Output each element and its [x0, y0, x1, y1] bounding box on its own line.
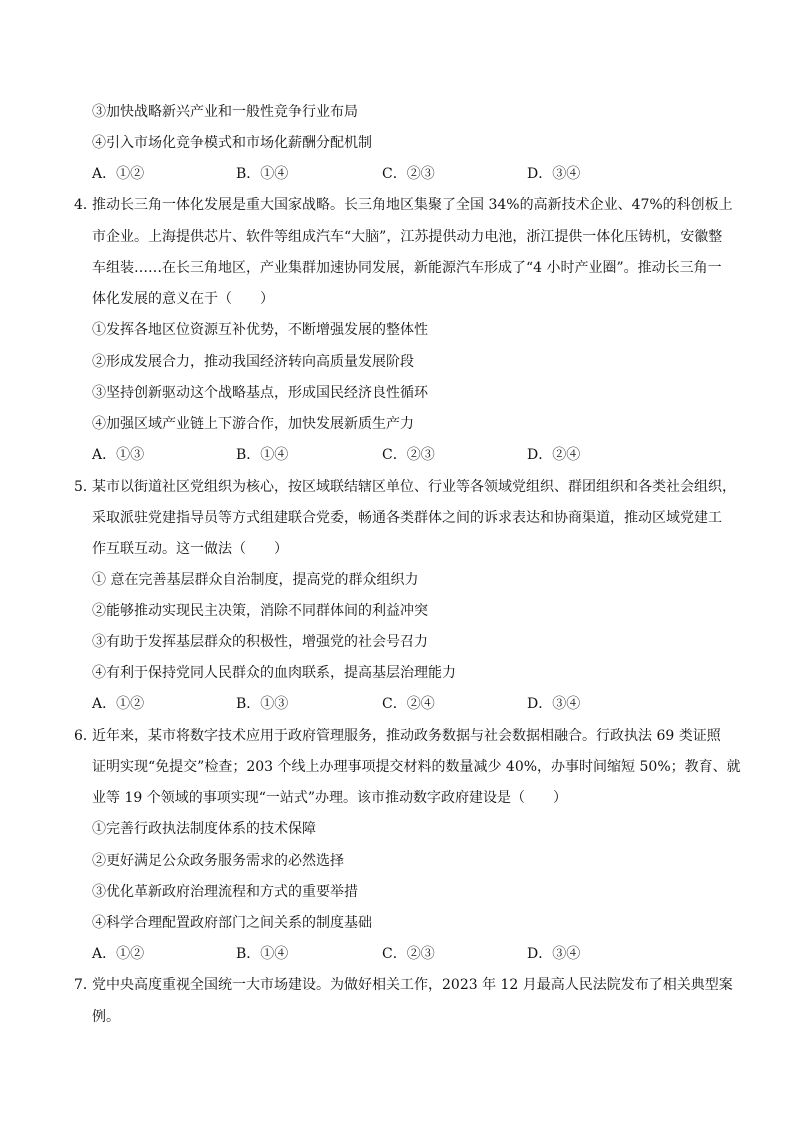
q3-item-4: ④引入市场化竞争模式和市场化薪酬分配机制: [92, 135, 372, 151]
q5-stem-line: 采取派驻党建指导员等方式组建联合党委，畅通各类群体之间的诉求表达和协商渠道，推动区域党建工: [92, 510, 722, 526]
q7-stem-line: 例。: [92, 1009, 120, 1025]
q4-item-4: ④加强区域产业链上下游合作，加快发展新质生产力: [92, 416, 414, 432]
q5-item-3: ③有助于发挥基层群众的积极性，增强党的社会号召力: [92, 634, 428, 650]
q4-option-c: C．②③: [382, 447, 435, 463]
q6-stem-line: 证明实现“免提交”检查；203 个线上办理事项提交材料的数量减少 40%，办事时间缩短 50%；教育、就: [92, 759, 741, 775]
q4-stem-line: 车组装……在长三角地区，产业集群加速协同发展，新能源汽车形成了“4 小时产业圈”。推动长三角一: [92, 260, 722, 276]
q5-item-4: ④有利于保持党同人民群众的血肉联系，提高基层治理能力: [92, 665, 456, 681]
q6-item-2: ②更好满足公众政务服务需求的必然选择: [92, 853, 344, 869]
q4-stem-line: 推动长三角一体化发展是重大国家战略。长三角地区集聚了全国 34%的高新技术企业、47%的科创板上: [92, 197, 733, 213]
q6-stem-line: 近年来，某市将数字技术应用于政府管理服务，推动政务数据与社会数据相融合。行政执法 69 类证照: [92, 728, 721, 744]
q4-number: 4．: [74, 197, 97, 213]
q3-item-3: ③加快战略新兴产业和一般性竞争行业布局: [92, 104, 358, 120]
q5-stem-line: 作互联互动。这一做法（ ）: [92, 541, 288, 557]
q4-item-2: ②形成发展合力，推动我国经济转向高质量发展阶段: [92, 354, 414, 370]
q6-item-3: ③优化革新政府治理流程和方式的重要举措: [92, 884, 358, 900]
q4-option-a: A．①③: [92, 447, 145, 463]
q6-item-4: ④科学合理配置政府部门之间关系的制度基础: [92, 915, 372, 931]
q6-option-d: D．③④: [527, 946, 581, 962]
q5-item-1: ① 意在完善基层群众自治制度，提高党的群众组织力: [92, 572, 419, 588]
q5-stem-line: 某市以街道社区党组织为核心，按区域联结辖区单位、行业等各领域党组织、群团组织和各类社会组织，: [92, 479, 736, 495]
q5-item-2: ②能够推动实现民主决策，消除不同群体间的利益冲突: [92, 603, 428, 619]
q6-option-b: B．①④: [236, 946, 289, 962]
q4-stem-line: 体化发展的意义在于（ ）: [92, 291, 274, 307]
q4-option-d: D．②④: [527, 447, 581, 463]
q4-option-b: B．①④: [236, 447, 289, 463]
q5-option-a: A．①②: [92, 696, 145, 712]
q7-number: 7．: [74, 977, 97, 993]
q6-option-c: C．②③: [382, 946, 435, 962]
q3-option-b: B．①④: [236, 166, 289, 182]
q3-option-d: D．③④: [527, 166, 581, 182]
q3-option-a: A．①②: [92, 166, 145, 182]
q7-stem-line: 党中央高度重视全国统一大市场建设。为做好相关工作，2023 年 12 月最高人民法院发布了相关典型案: [92, 977, 733, 993]
q5-number: 5．: [74, 479, 97, 495]
q4-stem-line: 市企业。上海提供芯片、软件等组成汽车“大脑”，江苏提供动力电池，浙江提供一体化压铸机，安徽整: [92, 229, 723, 245]
q5-option-d: D．③④: [527, 696, 581, 712]
q3-option-c: C．②③: [382, 166, 435, 182]
q4-item-1: ①发挥各地区位资源互补优势，不断增强发展的整体性: [92, 322, 428, 338]
q5-option-c: C．②④: [382, 696, 435, 712]
q6-option-a: A．①②: [92, 946, 145, 962]
q4-item-3: ③坚持创新驱动这个战略基点，形成国民经济良性循环: [92, 385, 428, 401]
q6-item-1: ①完善行政执法制度体系的技术保障: [92, 821, 316, 837]
q6-stem-line: 业等 19 个领域的事项实现“一站式”办理。该市推动数字政府建设是（ ）: [92, 790, 568, 806]
q5-option-b: B．①③: [236, 696, 289, 712]
q6-number: 6．: [74, 728, 97, 744]
